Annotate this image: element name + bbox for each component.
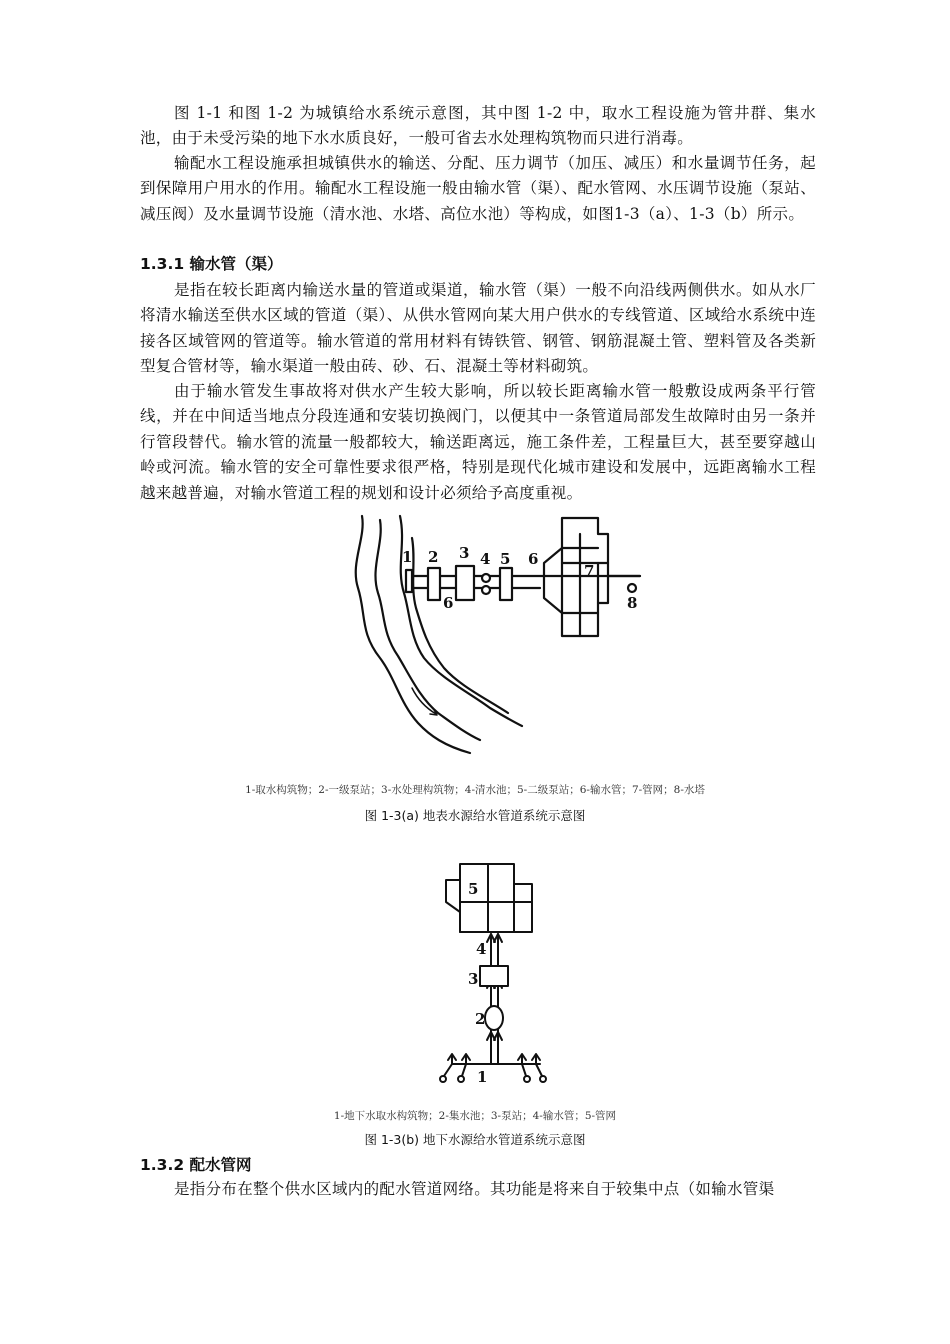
fig-a-label-3: 3 [459, 544, 470, 562]
fig-b-label-3: 3 [468, 970, 479, 988]
intake-structure [406, 570, 412, 592]
figure-a-legend: 1-取水构筑物；2-一级泵站；3-水处理构筑物；4-清水池；5-二级泵站；6-输水管；7-管网；8-水塔 [245, 784, 705, 796]
flow-direction-arrow [412, 688, 436, 714]
fig-a-label-4: 4 [480, 550, 491, 568]
treatment-structure [456, 566, 474, 600]
primary-pump-station [428, 568, 440, 600]
fig-b-label-5: 5 [468, 880, 479, 898]
fig-a-label-8: 8 [627, 594, 638, 612]
figure-surface-water-diagram [340, 508, 660, 768]
fig-a-label-2: 2 [428, 548, 439, 566]
fig-b-label-4: 4 [476, 940, 487, 958]
section-heading-1-3-1: 1.3.1 输水管（渠） [140, 255, 283, 273]
fig-a-label-5: 5 [500, 550, 511, 568]
clear-water-tank [482, 574, 490, 582]
fig-a-label-6-lower: 6 [443, 594, 454, 612]
fig-a-label-1: 1 [402, 548, 413, 566]
water-tower [628, 584, 636, 592]
pump-station [480, 966, 508, 986]
fig-a-label-7: 7 [584, 562, 595, 580]
fig-b-label-2: 2 [475, 1010, 486, 1028]
figure-b-legend: 1-地下水取水构筑物；2-集水池；3-泵站；4-输水管；5-管网 [333, 1110, 617, 1122]
paragraph-transmission-def: 是指在较长距离内输送水量的管道或渠道，输水管（渠）一般不向沿线两侧供水。如从水厂将清水输送至供水区域的管道（渠）、从供水管网向某大用户供水的专线管道、区域给水系统中连接各区域管网的管道等。输水管道的常用材料有铸铁管、钢管、钢筋混凝土管、塑料管及各类新型复合管材等，输水渠道一般由砖、砂、石、混凝土等材料砌筑。 [140, 281, 816, 376]
fig-a-label-6-upper: 6 [528, 550, 539, 568]
section-heading-1-3-2: 1.3.2 配水管网 [140, 1156, 252, 1174]
paragraph-intro: 图 1-1 和图 1-2 为城镇给水系统示意图，其中图 1-2 中，取水工程设施为管井群、集水池，由于未受污染的地下水水质良好，一般可省去水处理构筑物而只进行消毒。 [140, 104, 816, 148]
figure-b-caption: 图 1-3(b) 地下水源给水管道系统示意图 [364, 1132, 586, 1147]
secondary-pump-station [500, 568, 512, 600]
well-icon [440, 1076, 446, 1082]
paragraph-facilities: 输配水工程设施承担城镇供水的输送、分配、压力调节（加压、减压）和水量调节任务，起到保障用户用水的作用。输配水工程设施一般由输水管（渠）、配水管网、水压调节设施（泵站、减压阀）及水量调节设施（清水池、水塔、高位水池）等构成，如图1-3（a）、1-3（b）所示。 [140, 154, 816, 223]
figure-groundwater-diagram [430, 858, 560, 1090]
paragraph-distribution-def: 是指分布在整个供水区域内的配水管道网络。其功能是将来自于较集中点（如输水管渠 [174, 1180, 775, 1198]
paragraph-transmission-safety: 由于输水管发生事故将对供水产生较大影响，所以较长距离输水管一般敷设成两条平行管线，并在中间适当地点分段连通和安装切换阀门，以便其中一条管道局部发生故障时由另一条并行管段替代。输水管的流量一般都较大，输送距离远，施工条件差，工程量巨大，甚至要穿越山岭或河流。输水管的安全可靠性要求很严格，特别是现代化城市建设和发展中，远距离输水工程越来越普遍，对输水管道工程的规划和设计必须给予高度重视。 [140, 382, 816, 502]
fig-b-label-1: 1 [477, 1068, 488, 1086]
figure-a-caption: 图 1-3(a) 地表水源给水管道系统示意图 [364, 808, 586, 823]
collection-tank [485, 1006, 503, 1030]
